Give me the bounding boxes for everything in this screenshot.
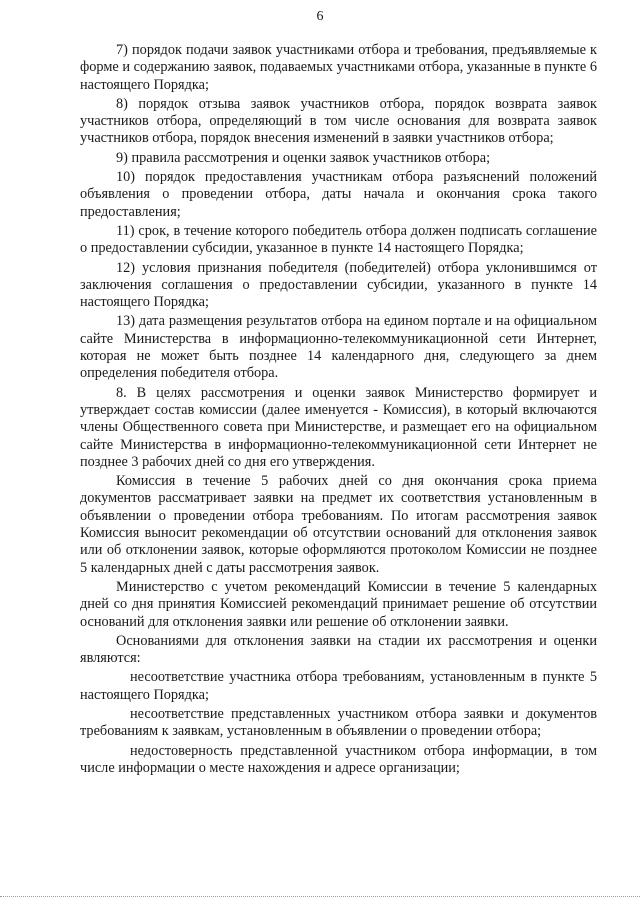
paragraph-item-8: 8) порядок отзыва заявок участников отбора, порядок возврата заявок участников отбора, определяющий в том числе основания для возврата заявок участников отбора, порядок внесения изменений в заявки участников отбора;: [80, 95, 597, 147]
page-number: 6: [316, 9, 324, 24]
paragraph-ground-documents: несоответствие представленных участником отбора заявки и документов требованиям к заявкам, установленным в объявлении о проведении отбора;: [80, 705, 597, 740]
paragraph-clause-8: 8. В целях рассмотрения и оценки заявок Министерство формирует и утверждает состав комиссии (далее именуется - Комиссия), в который включаются члены Общественного совета при Министерстве, и размещает его на официальном сайте Министерства в информационно-телекоммуникационной сети Интернет не позднее 3 рабочих дней со дня его утверждения.: [80, 384, 597, 470]
page-bottom-divider: [0, 896, 640, 897]
paragraph-item-11: 11) срок, в течение которого победитель отбора должен подписать соглашение о предоставлении субсидии, указанное в пункте 14 настоящего Порядка;: [80, 222, 597, 257]
paragraph-item-7: 7) порядок подачи заявок участниками отбора и требования, предъявляемые к форме и содержанию заявок, подаваемых участниками отбора, указанные в пункте 6 настоящего Порядка;: [80, 42, 597, 93]
paragraph-commission-review: Комиссия в течение 5 рабочих дней со дня окончания срока приема документов рассматривает заявки на предмет их соответствия установленным в объявлении о проведении отбора требованиям. По итогам рассмотрения заявок Комиссия выносит рекомендации об отсутствии оснований для отклонения заявок или об отклонении заявок, которые оформляются протоколом Комиссии не позднее 5 календарных дней с даты рассмотрения заявок.: [80, 473, 597, 576]
paragraph-ground-participant: несоответствие участника отбора требованиям, установленным в пункте 5 настоящего Порядка;: [80, 669, 597, 703]
paragraph-ground-information: недостоверность представленной участником отбора информации, в том числе информации о месте нахождения и адресе организации;: [80, 742, 597, 776]
paragraph-ministry-decision: Министерство с учетом рекомендаций Комиссии в течение 5 календарных дней со дня принятия Комиссией рекомендаций принимает решение об отсутствии оснований для отклонения заявки или решение об отклонении заявки.: [80, 578, 597, 630]
document-body: [80, 42, 597, 779]
paragraph-item-9: 9) правила рассмотрения и оценки заявок участников отбора;: [116, 149, 491, 166]
paragraph-rejection-grounds: Основаниями для отклонения заявки на стадии их рассмотрения и оценки являются:: [80, 632, 597, 667]
paragraph-item-13: 13) дата размещения результатов отбора на едином портале и на официальном сайте Министерства в информационно-телекоммуникационной сети Интернет, которая не может быть позднее 14 календарного дня, следующего за днем определения победителя отбора.: [80, 313, 597, 382]
paragraph-item-12: 12) условия признания победителя (победителей) отбора уклонившимся от заключения соглашения о предоставлении субсидии, указанного в пункте 14 настоящего Порядка;: [80, 259, 597, 311]
paragraph-item-10: 10) порядок предоставления участникам отбора разъяснений положений объявления о проведении отбора, даты начала и окончания срока такого предоставления;: [80, 169, 597, 220]
